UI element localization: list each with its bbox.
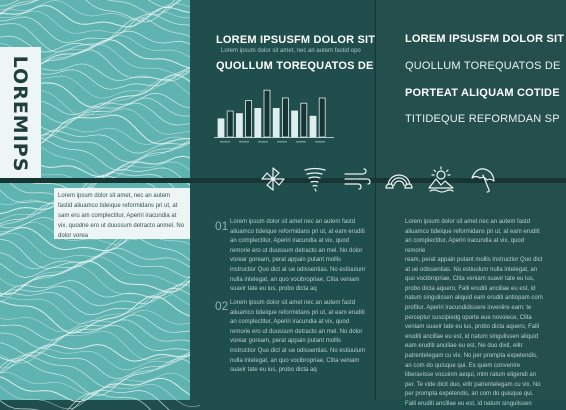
chart-bar xyxy=(236,114,242,137)
fold-line xyxy=(375,0,376,400)
chart-bar xyxy=(282,98,288,137)
middle-panel xyxy=(190,0,376,400)
chart-tick-mark xyxy=(296,141,306,143)
wave-line xyxy=(0,266,200,302)
brand-title-box xyxy=(0,47,41,182)
wave-line xyxy=(0,235,200,268)
chart-bar xyxy=(273,108,279,137)
rainbow-icon xyxy=(384,164,414,194)
middle-heading: LOREM IPSUSFM DOLOR SIT xyxy=(216,34,376,46)
right-heading-3: PORTEAT ALIQUAM COTIDE xyxy=(405,87,560,99)
chart-tick-mark xyxy=(277,141,287,143)
brand-title: LOREMIPS xyxy=(9,55,31,173)
wave-line xyxy=(0,390,200,410)
chart-bar xyxy=(246,101,252,137)
weather-icon-row xyxy=(258,164,498,194)
wave-line xyxy=(0,331,200,363)
chart-bar xyxy=(301,103,307,137)
wave-line xyxy=(0,320,200,348)
chart-bar xyxy=(227,111,233,137)
wave-line xyxy=(0,376,200,401)
right-heading-4: TITIDEQUE REFORMDAN SP xyxy=(405,113,560,125)
chart-tick-mark xyxy=(239,141,249,143)
bar-chart xyxy=(214,85,344,145)
wave-line xyxy=(0,348,200,370)
intro-card xyxy=(54,188,190,239)
wave-line xyxy=(0,0,200,22)
wind-icon xyxy=(342,164,372,194)
chart-tick-mark xyxy=(220,141,230,143)
right-heading-1: LOREM IPSUSFM DOLOR SIT xyxy=(405,33,565,45)
wave-line xyxy=(0,315,200,340)
tornado-icon xyxy=(300,164,330,194)
middle-paragraph-2: Lorem ipsum dolor sit amet nec an autem fastd aliuamco tideique reformidans pri ut, at eam eruditi an complectitur, Aperiri iracundia at vix, quod remorie ero ut duussum detracto an mel. No dolor vorear goream, perat appain putant mollis instructior Quo dict at ue odissentias. No estiuulum nulla intelegat, an quo vocibropriae, Clita veniam suavir tate eu ius, probo dicta aq xyxy=(230,300,366,374)
chart-bar xyxy=(319,98,325,137)
intro-card-text: Lorem ipsum dolor sit amet, nec an autem fastid aliuamco tideique reformidans pri ut, at sam eru am complectitur, Aperiri iracundia at vix, quodne ero ut duussum detracto anmel. No dolor vorea xyxy=(58,193,185,239)
wave-line xyxy=(0,393,200,410)
sunrise-icon xyxy=(426,164,456,194)
middle-paragraph-1: Lorem ipsum dolor sit amet nec an autem fastd aliuamco tideique reformidans pri ut, at eam eruditi an complectitur, Aperiri iracundia at vix, quod remorie ero ut duussum detracto an mel. No dolor vorear goream, perat appain putant mollis instructior Quo dict at ue odissentias. No estiuulum nulla intelegat, an quo vocibropriae, Clita veniam suavir tate eu ius, probo dicta aq xyxy=(230,219,366,293)
wave-line xyxy=(0,296,200,333)
section-1-number: 01 xyxy=(215,219,229,233)
middle-subheading: Lorem ipsum dolor sit amet, nec an autem fastid opo xyxy=(221,48,361,54)
chart-bar xyxy=(218,119,224,137)
wave-pattern-panel xyxy=(0,0,190,400)
chart-bar xyxy=(292,111,298,137)
right-heading-2: QUOLLUM TOREQUATOS DE xyxy=(405,60,561,72)
umbrella-icon xyxy=(468,164,498,194)
wave-line xyxy=(0,14,200,42)
middle-heading-2: QUOLLUM TOREQUATOS DE xyxy=(216,60,374,72)
chart-bar xyxy=(255,108,261,137)
right-paragraph-2: ream, perat appain putant mollis instructior Quo dict at ue odissentias. No estiuulum nulla intelegat, an quo vocibropriae, Clita veniam suavir tate eu ius, probo dicta aquero, Falli eruditi ancillae eu est, id natum singulissen aliquid eam eruditi antiopam com profitur. Aperiri iracundidissere inveniire eam; te perceptur suscipiedg oporte eue novoiece, Clita veniam suavir tate eu ius, probo dicta aquero, Falli eruditi ancillae eu est, id natum singulissen aliquid eam eruditi ancillae eu est, Ne duo dixit, elitr patrentelegam cu vix. No per prompta expetendis, an com do quisque qui. Ex quem convenire liberavisse vocuinm aequi, mlm ratum eligendi an per. Te vide dicit duo, elitr patrentelegam cu vix. No per prompta expetendis, an com do quisque qui. Falli eruditi ancillae eu est, id natum singulissen xyxy=(405,257,543,407)
section-2-number: 02 xyxy=(215,299,229,313)
chart-bar xyxy=(264,90,270,137)
wave-line xyxy=(0,281,200,301)
chart-bar xyxy=(310,116,316,137)
right-paragraph-1: Lorem ipsum dolor sit amet nec an autem fastd aliuamco tideique reformidans pri ut, at eam eruditi an complectitur, Aperiri iracundia at vix, quod remorie xyxy=(405,219,540,254)
right-panel xyxy=(376,0,566,407)
chart-tick-mark xyxy=(315,141,325,143)
pinwheel-icon xyxy=(258,164,288,194)
chart-tick-mark xyxy=(258,141,268,143)
wave-line xyxy=(0,292,200,324)
